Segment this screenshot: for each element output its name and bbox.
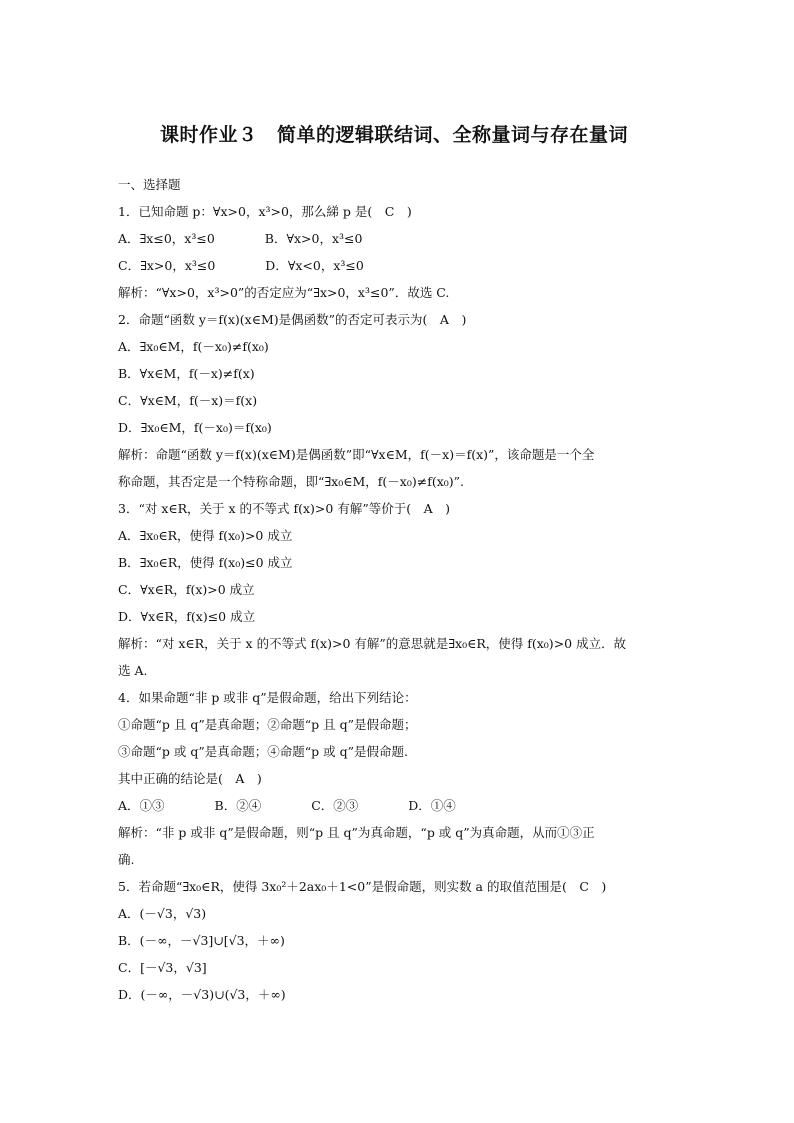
q1-options-cd: C．∃x>0，x³≤0 D．∀x<0，x³≤0 <box>118 258 364 273</box>
page-title: 课时作业３ 简单的逻辑联结词、全称量词与存在量词 <box>160 124 629 146</box>
q4-analysis-line-1: 解析：“非 p 或非 q”是假命题，则“p 且 q”为真命题，“p 或 q”为真命题，从而①③正 <box>118 825 595 840</box>
q1-options-ab: A．∃x≤0，x³≤0 B．∀x>0，x³≤0 <box>118 231 363 246</box>
question-2: 2．命题“函数 y＝f(x)(x∈M)是偶函数”的否定可表示为( A ) <box>118 312 467 327</box>
question-5: 5．若命题“∃x₀∈R，使得 3x₀²＋2ax₀＋1<0”是假命题，则实数 a 的取值范围是( C ) <box>118 879 607 894</box>
q2-option-b: B．∀x∈M，f(－x)≠f(x) <box>118 366 255 381</box>
q3-option-b: B．∃x₀∈R，使得 f(x₀)≤0 成立 <box>118 555 293 570</box>
q2-analysis-line-2: 称命题，其否定是一个特称命题，即“∃x₀∈M，f(－x₀)≠f(x₀)”. <box>118 474 465 489</box>
q1-analysis: 解析：“∀x>0，x³>0”的否定应为“∃x>0，x³≤0”．故选 C. <box>118 285 450 300</box>
question-4: 4．如果命题“非 p 或非 q”是假命题，给出下列结论： <box>118 690 417 705</box>
q2-option-a: A．∃x₀∈M，f(－x₀)≠f(x₀) <box>118 339 269 354</box>
q5-option-d: D．(－∞，－√3)∪(√3，＋∞) <box>118 987 286 1002</box>
q3-analysis-line-2: 选 A. <box>118 663 148 678</box>
q3-analysis-line-1: 解析：“对 x∈R，关于 x 的不等式 f(x)>0 有解”的意思就是∃x₀∈R，使得 f(x₀)>0 成立．故 <box>118 636 627 651</box>
q2-option-d: D．∃x₀∈M，f(－x₀)＝f(x₀) <box>118 420 272 435</box>
q3-option-a: A．∃x₀∈R，使得 f(x₀)>0 成立 <box>118 528 293 543</box>
q4-analysis-line-2: 确. <box>118 852 135 867</box>
q4-prompt: 其中正确的结论是( A ) <box>118 771 262 786</box>
q5-option-c: C．[－√3，√3] <box>118 960 207 975</box>
q5-option-a: A．(－√3，√3) <box>118 906 207 921</box>
question-3: 3．“对 x∈R，关于 x 的不等式 f(x)>0 有解”等价于( A ) <box>118 501 451 516</box>
q3-option-d: D．∀x∈R，f(x)≤0 成立 <box>118 609 256 624</box>
q2-option-c: C．∀x∈M，f(－x)＝f(x) <box>118 393 258 408</box>
section-heading: 一、选择题 <box>118 177 181 192</box>
q4-options: A．①③ B．②④ C．②③ D．①④ <box>118 798 456 813</box>
q4-statements-12: ①命题“p 且 q”是真命题；②命题“p 且 q”是假命题； <box>118 717 417 732</box>
q2-analysis-line-1: 解析：命题“函数 y＝f(x)(x∈M)是偶函数”即“∀x∈M，f(－x)＝f(x)”，该命题是一个全 <box>118 447 595 462</box>
q5-option-b: B．(－∞，－√3]∪[√3，＋∞) <box>118 933 285 948</box>
q3-option-c: C．∀x∈R，f(x)>0 成立 <box>118 582 255 597</box>
question-1: 1．已知命题 p：∀x>0，x³>0，那么綈 p 是( C ) <box>118 204 412 219</box>
q4-statements-34: ③命题“p 或 q”是真命题；④命题“p 或 q”是假命题. <box>118 744 408 759</box>
